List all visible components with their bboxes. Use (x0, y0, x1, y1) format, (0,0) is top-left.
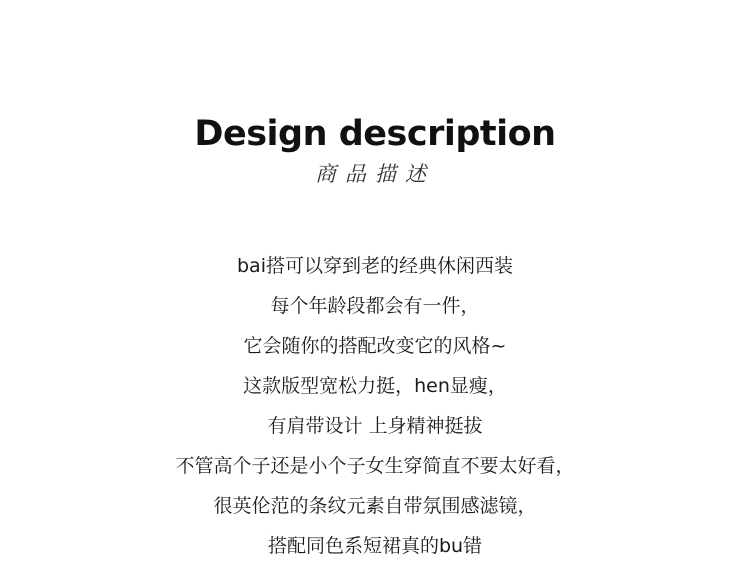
description-line: bai搭可以穿到老的经典休闲西装 (237, 255, 513, 277)
description-line: 很英伦范的条纹元素自带氛围感滤镜， (213, 495, 537, 517)
description-line: 每个年龄段都会有一件， (270, 295, 480, 317)
description-line: 这款版型宽松力挺，hen显瘦， (243, 375, 507, 397)
description-text (0, 248, 750, 568)
section-subtitle: 商品描述 (315, 162, 435, 186)
description-line: 它会随你的搭配改变它的风格~ (243, 335, 507, 357)
description-line: 有肩带设计 上身精神挺拔 (267, 415, 483, 437)
section-title: Design description (194, 114, 556, 154)
description-line: 搭配同色系短裙真的bu错 (267, 535, 483, 557)
description-line: 不管高个子还是小个子女生穿简直不要太好看， (175, 455, 575, 477)
